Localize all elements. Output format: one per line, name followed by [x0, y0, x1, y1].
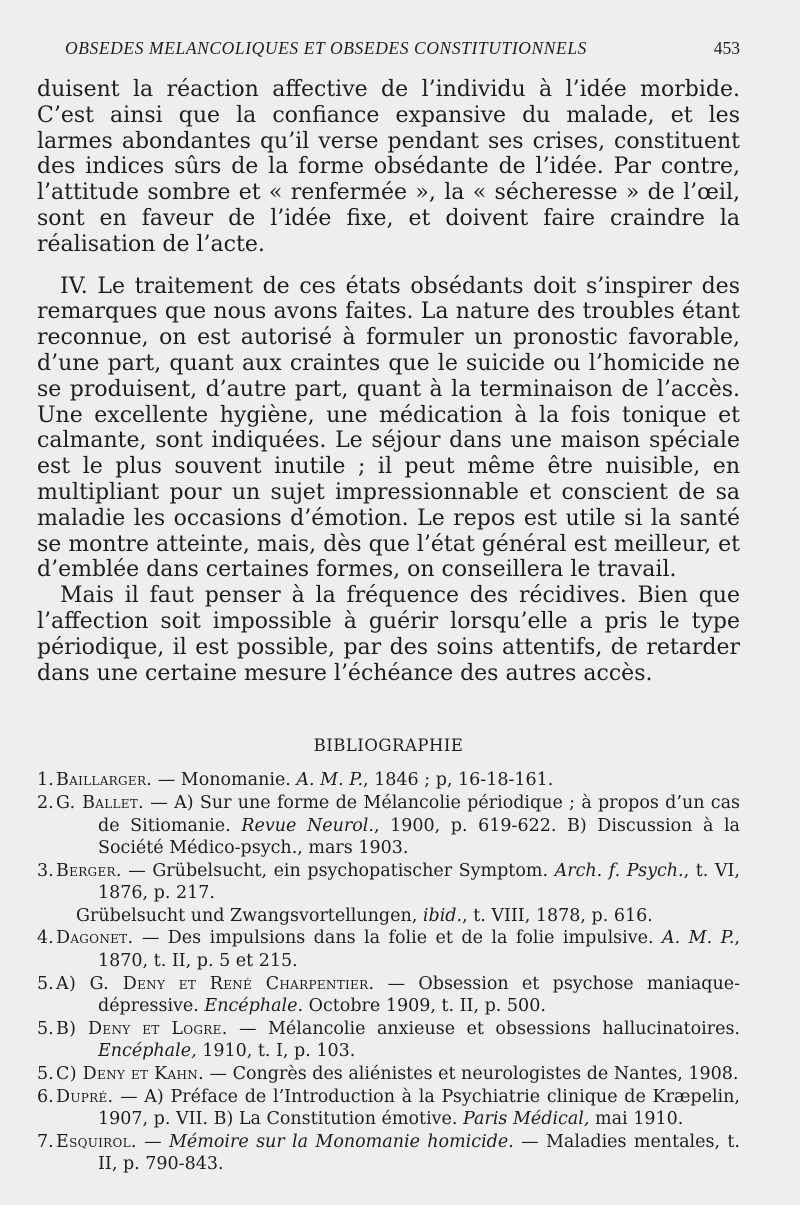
entry-body: — Obsession et psychose maniaque-dépressive.: [98, 973, 740, 1017]
entry-number: [37, 905, 56, 928]
entry-number: 2.: [37, 792, 54, 813]
paragraph-1: duisent la réaction affective de l’individu à l’idée morbide. C’est ainsi que la confiance expansive du malade, et les larmes abondantes qu’il verse pendant ses crises, constituent des indices sûrs de la forme obsédante de l’idée. Par contre, l’attitude sombre et « renfermée », la « sécheresse » de l’œil, sont en faveur de l’idée fixe, et doivent faire craindre la réalisation de l’acte.: [37, 77, 740, 257]
entry-details: , 1900, p. 619-622. B) Discussion à la Société Médico-psych., mars 1903.: [98, 815, 740, 859]
entry-body: — Des impulsions dans la folie et de la folie impulsive.: [133, 928, 663, 949]
bibliography-entry: [37, 973, 740, 1018]
entry-author: Baillarger.: [56, 770, 153, 791]
entry-number: 7.: [37, 1131, 54, 1152]
entry-author: Dupré.: [56, 1086, 114, 1107]
entry-details: , 1846 ; p, 16-18-161.: [363, 770, 554, 791]
entry-number: 6.: [37, 1086, 54, 1107]
bibliography-entry: [37, 905, 740, 928]
entry-source: A. M. P.: [296, 770, 364, 791]
entry-text: [56, 860, 740, 905]
entry-text: [56, 927, 740, 972]
page-number: 453: [713, 38, 740, 58]
bibliography-entry: [37, 1086, 740, 1131]
entry-body: — Mélancolie anxieuse et obsessions hallucinatoires.: [227, 1018, 740, 1039]
entry-text: [56, 1131, 740, 1176]
entry-source: Encéphale,: [98, 1041, 197, 1062]
entry-source: Arch. f. Psych.: [554, 860, 684, 881]
entry-number: 5.: [37, 1018, 54, 1039]
entry-details: , 1870, t. II, p. 5 et 215.: [98, 928, 740, 972]
entry-text: [56, 905, 740, 928]
bibliography-entry: [37, 860, 740, 905]
entry-text: [56, 792, 740, 860]
bibliography-entry: [37, 792, 740, 860]
entry-text: [56, 1063, 740, 1086]
bibliography-entry: [37, 1018, 740, 1063]
bibliography-title: BIBLIOGRAPHIE: [313, 736, 464, 756]
body-text: [37, 77, 740, 686]
entry-author: A) G. Deny et René Charpentier.: [56, 973, 375, 994]
entry-source: Paris Médical,: [463, 1109, 590, 1130]
entry-details: Octobre 1909, t. II, p. 500.: [303, 996, 546, 1017]
entry-body: — A) Sur une forme de Mélancolie périodique ; à propos d’un cas de Sitiomanie.: [98, 792, 740, 836]
entry-body: —: [136, 1131, 169, 1152]
entry-text: [56, 973, 740, 1018]
running-header: [65, 38, 740, 59]
entry-number: 4.: [37, 928, 54, 949]
entry-details: , t. VI, 1876, p. 217.: [98, 860, 740, 904]
entry-body: — Monomanie.: [152, 770, 297, 791]
entry-author: Esquirol.: [56, 1131, 137, 1152]
entry-source: Encéphale.: [204, 996, 304, 1017]
entry-body: — Congrès des aliénistes et neurologistes de Nantes, 1908.: [203, 1064, 739, 1085]
running-title: OBSEDES MELANCOLIQUES ET OBSEDES CONSTITUTIONNELS: [65, 38, 588, 58]
entry-number: 3.: [37, 860, 54, 881]
entry-details: 1910, t. I, p. 103.: [196, 1041, 356, 1062]
entry-text: [56, 1018, 740, 1063]
bibliography-entry: [37, 1063, 740, 1086]
entry-source: Revue Neurol.: [241, 815, 374, 836]
entry-author: C) Deny et Kahn.: [56, 1064, 204, 1085]
bibliography-entry: [37, 1131, 740, 1176]
entry-number: 5.: [37, 1064, 54, 1085]
entry-body: Grübelsucht und Zwangsvortellungen,: [76, 905, 423, 926]
entry-author: Berger.: [56, 860, 122, 881]
entry-author: G. Ballet.: [56, 792, 144, 813]
paragraph-3: Mais il faut penser à la fréquence des récidives. Bien que l’affection soit impossible à guérir lorsqu’elle a pris le type périodique, il est possible, par des soins attentifs, de retarder dans une certaine mesure l’échéance des autres accès.: [37, 583, 740, 686]
entry-text: [56, 1086, 740, 1131]
entry-source: Mémoire sur la Monomanie homicide.: [169, 1131, 514, 1152]
entry-number: 5.: [37, 973, 54, 994]
bibliography-entry: [37, 769, 740, 792]
entry-author: B) Deny et Logre.: [56, 1018, 228, 1039]
entry-source: A. M. P.: [662, 928, 735, 949]
entry-details: mai 1910.: [589, 1109, 684, 1130]
bibliography-entry: [37, 927, 740, 972]
bibliography-list: [37, 769, 740, 1176]
entry-author: Dagonet.: [56, 928, 134, 949]
entry-source: ibid.: [422, 905, 463, 926]
entry-number: 1.: [37, 770, 54, 791]
entry-body: — A) Préface de l’Introduction à la Psychiatrie clinique de Kræpelin, 1907, p. VII. B) La Constitution émotive.: [98, 1086, 740, 1130]
entry-text: [56, 769, 740, 792]
paragraph-2: IV. Le traitement de ces états obsédants doit s’inspirer des remarques que nous avons faites. La nature des troubles étant reconnue, on est autorisé à formuler un pronostic favorable, d’une part, quant aux craintes que le suicide ou l’homicide ne se produisent, d’autre part, quant à la terminaison de l’accès. Une excellente hygiène, une médication à la fois tonique et calmante, sont indiquées. Le séjour dans une maison spéciale est le plus souvent inutile ; il peut même être nuisible, en multipliant pour un sujet impressionnable et conscient de sa maladie les occasions d’émotion. Le repos est utile si la santé se montre atteinte, mais, dès que l’état général est meilleur, et d’emblée dans certaines formes, on conseillera le travail.: [37, 273, 740, 583]
entry-body: — Grübelsucht, ein psychopatischer Symptom.: [121, 860, 555, 881]
entry-details: — Maladies mentales, t. II, p. 790-843.: [98, 1131, 740, 1175]
entry-details: , t. VIII, 1878, p. 616.: [462, 905, 653, 926]
